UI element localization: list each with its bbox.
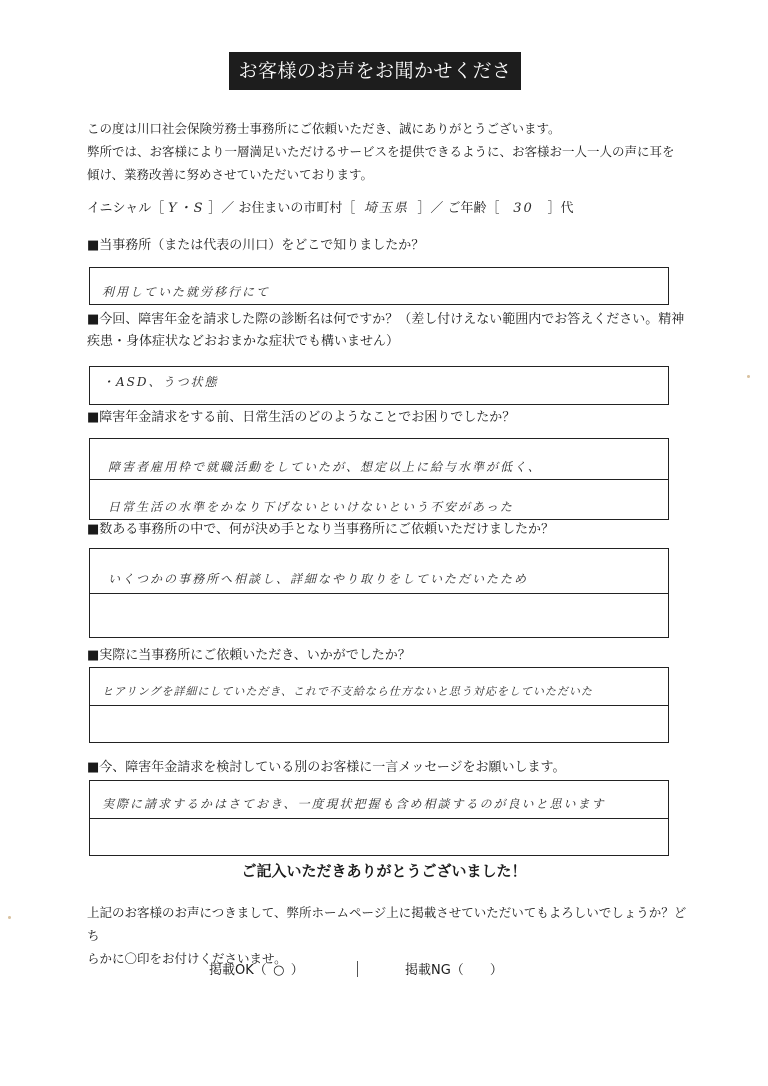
answer-row[interactable] bbox=[90, 549, 668, 593]
answer-text: 実際に請求するかはさておき、一度現状把握も含め相談するのが良いと思います bbox=[102, 797, 606, 811]
answer-row[interactable] bbox=[90, 439, 668, 479]
question-6: ■今、障害年金請求を検討している別のお客様に一言メッセージをお願いします。 bbox=[87, 760, 566, 775]
answer-box-5 bbox=[89, 667, 669, 743]
answer-text: ヒアリングを詳細にしていただき、これで不支給なら仕方ないと思う対応をしていただいた bbox=[102, 685, 593, 698]
answer-box-4 bbox=[89, 548, 669, 638]
answer-row[interactable] bbox=[90, 668, 668, 705]
option-divider bbox=[357, 961, 358, 977]
answer-row[interactable] bbox=[90, 367, 668, 404]
answer-row[interactable] bbox=[90, 479, 668, 519]
paper-speck bbox=[8, 916, 11, 919]
answer-box-1 bbox=[89, 267, 669, 305]
publish-ng-option[interactable] bbox=[405, 960, 503, 982]
age-suffix: ］代 bbox=[547, 201, 574, 216]
answer-box-2 bbox=[89, 366, 669, 405]
answer-row[interactable] bbox=[90, 781, 668, 818]
paper-speck bbox=[747, 375, 750, 378]
age-value[interactable]: 30 bbox=[513, 201, 534, 216]
publish-ng-label: 掲載NG（ bbox=[405, 963, 464, 978]
answer-text: 障害者雇用枠で就職活動をしていたが、想定以上に給与水準が低く、 bbox=[108, 460, 542, 474]
answer-box-6 bbox=[89, 780, 669, 856]
initial-label: イニシャル［ bbox=[87, 201, 165, 216]
publish-ok-mark: ○ bbox=[273, 963, 285, 978]
age-label: ］／ ご年齢［ bbox=[417, 201, 500, 216]
consent-line: 上記のお客様のお声につきまして、弊所ホームページ上に掲載させていただいてもよろしいでしょうか？どち bbox=[87, 905, 687, 943]
publish-ok-label: 掲載OK（ bbox=[209, 963, 267, 978]
answer-text: ・ASD、うつ状態 bbox=[102, 375, 219, 389]
question-4: ■数ある事務所の中で、何が決め手となり当事務所にご依頼いただけましたか？ bbox=[87, 522, 555, 537]
consent-line: らかに〇印をお付けくださいませ。 bbox=[87, 951, 287, 966]
question-1: ■当事務所（または代表の川口）をどこで知りましたか？ bbox=[87, 238, 425, 253]
answer-text: 日常生活の水準をかなり下げないといけないという不安があった bbox=[108, 500, 514, 514]
publish-ng-close: ） bbox=[489, 963, 503, 978]
answer-text: 利用していた就労移行にて bbox=[102, 285, 271, 299]
publish-ok-close: ） bbox=[290, 963, 304, 978]
intro-line: 弊所では、お客様により一層満足いただけるサービスを提供できるように、お客様お一人一人の声に耳を bbox=[87, 144, 675, 159]
city-label: ］／ お住まいの市町村［ bbox=[208, 201, 356, 216]
question-2: ■今回、障害年金を請求した際の診断名は何ですか？（差し付けえない範囲内でお答えください。精神疾患・身体症状などおおまかな症状でも構いません） bbox=[87, 312, 685, 349]
intro-line: 傾け、業務改善に努めさせていただいております。 bbox=[87, 167, 374, 182]
answer-row[interactable] bbox=[90, 268, 668, 304]
publish-ok-option[interactable] bbox=[209, 960, 304, 982]
answer-row[interactable] bbox=[90, 705, 668, 742]
answer-text: いくつかの事務所へ相談し、詳細なやり取りをしていただいたため bbox=[108, 572, 529, 586]
thanks-message: ご記入いただきありがとうございました！ bbox=[241, 862, 527, 880]
answer-box-3 bbox=[89, 438, 669, 520]
profile-line bbox=[87, 198, 707, 220]
intro-text bbox=[87, 117, 687, 186]
answer-row[interactable] bbox=[90, 818, 668, 855]
question-5: ■実際に当事務所にご依頼いただき、いかがでしたか？ bbox=[87, 648, 411, 663]
question-3: ■障害年金請求をする前、日常生活のどのようなことでお困りでしたか？ bbox=[87, 410, 516, 425]
answer-row[interactable] bbox=[90, 593, 668, 637]
intro-line: この度は川口社会保険労務士事務所にご依頼いただき、誠にありがとうございます。 bbox=[87, 121, 561, 136]
initial-value[interactable]: Y・S bbox=[167, 201, 205, 216]
page-title: お客様のお声をお聞かせください bbox=[229, 52, 521, 90]
consent-text bbox=[87, 901, 687, 970]
city-value[interactable]: 埼玉県 bbox=[363, 201, 409, 216]
